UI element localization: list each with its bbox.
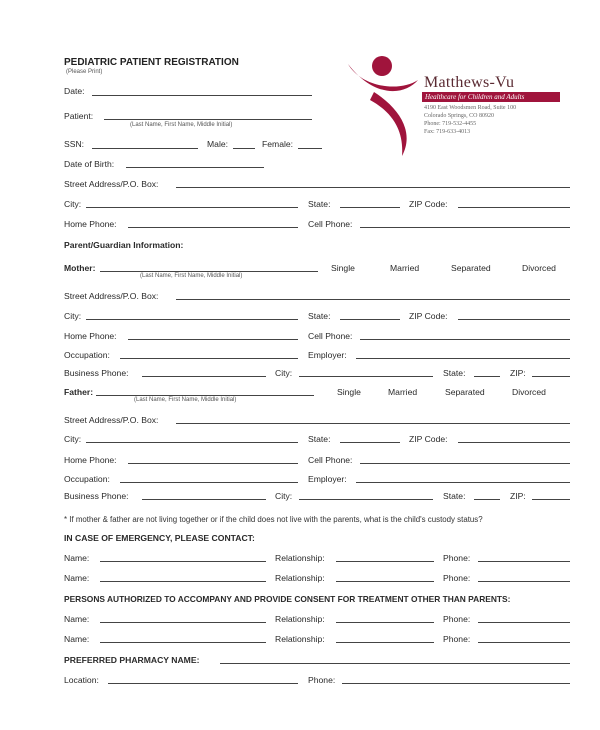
father-state-field[interactable] xyxy=(340,442,400,443)
emergency-phone-label: Phone: xyxy=(443,573,471,583)
emergency-name-field[interactable] xyxy=(100,561,266,562)
female-label: Female: xyxy=(262,139,294,149)
street-field[interactable] xyxy=(176,187,570,188)
mother-street-field[interactable] xyxy=(176,299,570,300)
male-field[interactable] xyxy=(233,148,255,149)
father-street-field[interactable] xyxy=(176,423,570,424)
father-name-field[interactable] xyxy=(96,395,314,396)
cell-phone-field[interactable] xyxy=(360,227,570,228)
mother-home-phone-field[interactable] xyxy=(128,339,298,340)
dob-field[interactable] xyxy=(126,167,264,168)
authorized-name-field[interactable] xyxy=(100,622,266,623)
mother-separated-option[interactable]: Separated xyxy=(451,263,491,273)
authorized-relationship-field[interactable] xyxy=(336,642,434,643)
authorized-phone-label: Phone: xyxy=(443,634,471,644)
ssn-field[interactable] xyxy=(92,148,198,149)
father-occupation-field[interactable] xyxy=(120,482,298,483)
guardian-heading: Parent/Guardian Information: xyxy=(64,240,184,250)
father-bzip-field[interactable] xyxy=(532,499,570,500)
authorized-heading: PERSONS AUTHORIZED TO ACCOMPANY AND PROVIDE CONSENT FOR TREATMENT OTHER THAN PARENTS: xyxy=(64,594,511,604)
mother-label: Mother: xyxy=(64,263,96,273)
father-cell-phone-label: Cell Phone: xyxy=(308,455,353,465)
emergency-name-label: Name: xyxy=(64,553,90,563)
dob-label: Date of Birth: xyxy=(64,159,115,169)
father-employer-field[interactable] xyxy=(356,482,570,483)
father-bstate-field[interactable] xyxy=(474,499,500,500)
logo-address-line: Phone: 719-532-4455 xyxy=(424,121,477,127)
father-home-phone-field[interactable] xyxy=(128,463,298,464)
mother-zip-label: ZIP Code: xyxy=(409,311,448,321)
father-business-phone-field[interactable] xyxy=(142,499,266,500)
mother-bzip-field[interactable] xyxy=(532,376,570,377)
father-bstate-label: State: xyxy=(443,491,466,501)
authorized-phone-label: Phone: xyxy=(443,614,471,624)
authorized-phone-field[interactable] xyxy=(478,622,570,623)
date-label: Date: xyxy=(64,86,85,96)
mother-name-field[interactable] xyxy=(100,271,318,272)
father-name-hint: (Last Name, First Name, Middle Initial) xyxy=(134,397,237,403)
mother-cell-phone-label: Cell Phone: xyxy=(308,331,353,341)
emergency-relationship-field[interactable] xyxy=(336,581,434,582)
mother-married-option[interactable]: Married xyxy=(390,263,420,273)
father-business-phone-label: Business Phone: xyxy=(64,491,129,501)
authorized-relationship-label: Relationship: xyxy=(275,614,325,624)
pharmacy-phone-label: Phone: xyxy=(308,675,336,685)
mother-bstate-field[interactable] xyxy=(474,376,500,377)
authorized-phone-field[interactable] xyxy=(478,642,570,643)
father-zip-label: ZIP Code: xyxy=(409,434,448,444)
mother-bzip-label: ZIP: xyxy=(510,368,526,378)
father-zip-field[interactable] xyxy=(458,442,570,443)
emergency-name-label: Name: xyxy=(64,573,90,583)
authorized-relationship-field[interactable] xyxy=(336,622,434,623)
emergency-heading: IN CASE OF EMERGENCY, PLEASE CONTACT: xyxy=(64,533,255,543)
mother-bcity-label: City: xyxy=(275,368,293,378)
logo-figure-icon xyxy=(344,52,424,157)
mother-bcity-field[interactable] xyxy=(299,376,433,377)
father-cell-phone-field[interactable] xyxy=(360,463,570,464)
mother-employer-field[interactable] xyxy=(356,358,570,359)
mother-divorced-option[interactable]: Divorced xyxy=(522,263,556,273)
pharmacy-location-field[interactable] xyxy=(108,683,298,684)
mother-bstate-label: State: xyxy=(443,368,466,378)
mother-city-field[interactable] xyxy=(86,319,298,320)
ssn-label: SSN: xyxy=(64,139,85,149)
mother-name-hint: (Last Name, First Name, Middle Initial) xyxy=(140,273,243,279)
pharmacy-phone-field[interactable] xyxy=(342,683,570,684)
mother-cell-phone-field[interactable] xyxy=(360,339,570,340)
emergency-phone-field[interactable] xyxy=(478,581,570,582)
emergency-relationship-label: Relationship: xyxy=(275,573,325,583)
father-single-option[interactable]: Single xyxy=(337,387,361,397)
logo-address-line: 4190 East Woodsmen Road, Suite 100 xyxy=(424,105,517,111)
emergency-relationship-field[interactable] xyxy=(336,561,434,562)
street-label: Street Address/P.O. Box: xyxy=(64,179,159,189)
logo-address xyxy=(424,104,516,136)
father-city-field[interactable] xyxy=(86,442,298,443)
emergency-phone-field[interactable] xyxy=(478,561,570,562)
female-field[interactable] xyxy=(298,148,322,149)
emergency-phone-label: Phone: xyxy=(443,553,471,563)
mother-occupation-label: Occupation: xyxy=(64,350,110,360)
father-bcity-label: City: xyxy=(275,491,293,501)
custody-note: * If mother & father are not living together or if the child does not live with the parents, what is the child's custody status? xyxy=(64,515,483,524)
mother-state-field[interactable] xyxy=(340,319,400,320)
logo-tagline: Healthcare for Children and Adults xyxy=(422,92,560,102)
mother-street-label: Street Address/P.O. Box: xyxy=(64,291,159,301)
logo-name: Matthews-Vu xyxy=(424,74,515,91)
emergency-relationship-label: Relationship: xyxy=(275,553,325,563)
city-label: City: xyxy=(64,199,82,209)
male-label: Male: xyxy=(207,139,229,149)
father-bcity-field[interactable] xyxy=(299,499,433,500)
form-subtitle: (Please Print) xyxy=(66,69,103,75)
emergency-name-field[interactable] xyxy=(100,581,266,582)
pharmacy-name-field[interactable] xyxy=(220,663,570,664)
authorized-name-field[interactable] xyxy=(100,642,266,643)
father-street-label: Street Address/P.O. Box: xyxy=(64,415,159,425)
mother-home-phone-label: Home Phone: xyxy=(64,331,117,341)
authorized-name-label: Name: xyxy=(64,614,90,624)
mother-city-label: City: xyxy=(64,311,82,321)
home-phone-field[interactable] xyxy=(128,227,298,228)
zip-field[interactable] xyxy=(458,207,570,208)
state-label: State: xyxy=(308,199,331,209)
pharmacy-location-label: Location: xyxy=(64,675,99,685)
mother-state-label: State: xyxy=(308,311,331,321)
pharmacy-heading: PREFERRED PHARMACY NAME: xyxy=(64,655,200,665)
city-field[interactable] xyxy=(86,207,298,208)
state-field[interactable] xyxy=(340,207,400,208)
mother-occupation-field[interactable] xyxy=(120,358,298,359)
authorized-relationship-label: Relationship: xyxy=(275,634,325,644)
date-field[interactable] xyxy=(92,95,312,96)
logo-address-line: Fax: 719-633-4013 xyxy=(424,129,471,135)
patient-name-hint: (Last Name, First Name, Middle Initial) xyxy=(130,122,233,128)
patient-label: Patient: xyxy=(64,111,94,121)
cell-phone-label: Cell Phone: xyxy=(308,219,353,229)
father-separated-option[interactable]: Separated xyxy=(445,387,485,397)
home-phone-label: Home Phone: xyxy=(64,219,117,229)
father-state-label: State: xyxy=(308,434,331,444)
mother-single-option[interactable]: Single xyxy=(331,263,355,273)
father-bzip-label: ZIP: xyxy=(510,491,526,501)
father-label: Father: xyxy=(64,387,94,397)
authorized-name-label: Name: xyxy=(64,634,90,644)
form-title: PEDIATRIC PATIENT REGISTRATION xyxy=(64,57,239,68)
mother-zip-field[interactable] xyxy=(458,319,570,320)
father-employer-label: Employer: xyxy=(308,474,347,484)
mother-business-phone-label: Business Phone: xyxy=(64,368,129,378)
patient-name-field[interactable] xyxy=(104,119,312,120)
father-city-label: City: xyxy=(64,434,82,444)
mother-business-phone-field[interactable] xyxy=(142,376,266,377)
father-married-option[interactable]: Married xyxy=(388,387,418,397)
father-home-phone-label: Home Phone: xyxy=(64,455,117,465)
mother-employer-label: Employer: xyxy=(308,350,347,360)
logo-address-line: Colorado Springs, CO 80920 xyxy=(424,113,495,119)
father-occupation-label: Occupation: xyxy=(64,474,110,484)
father-divorced-option[interactable]: Divorced xyxy=(512,387,546,397)
zip-label: ZIP Code: xyxy=(409,199,448,209)
